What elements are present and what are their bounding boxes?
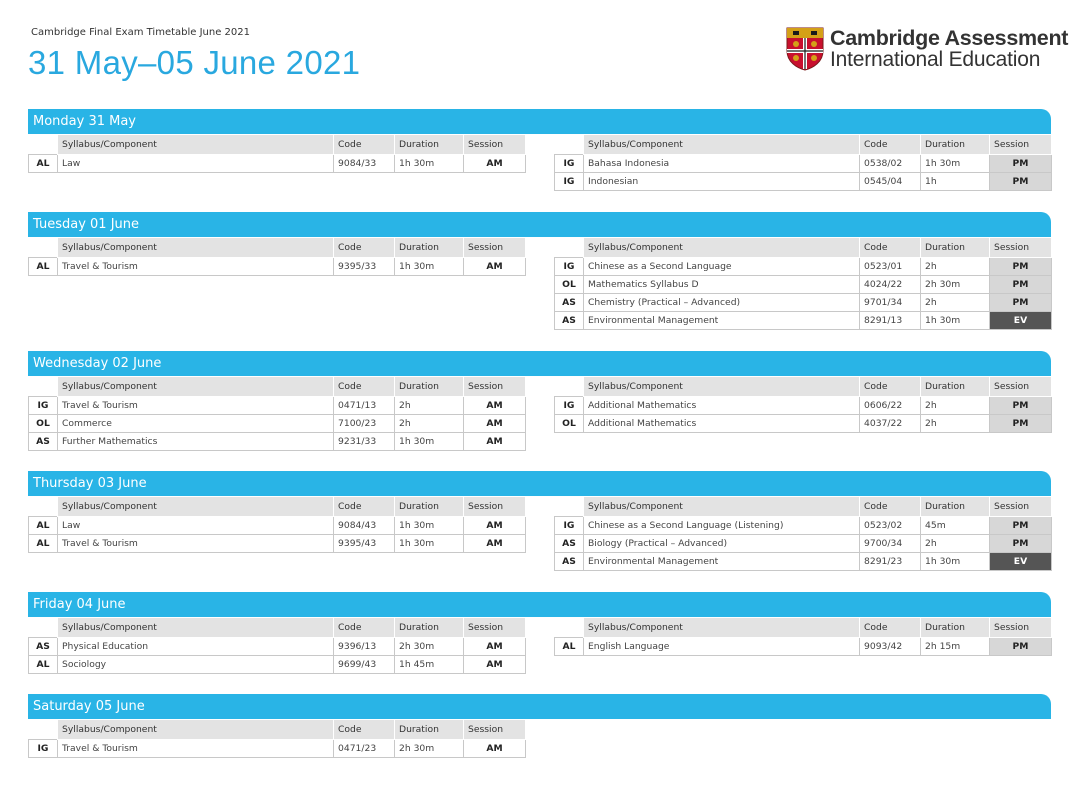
syllabus-cell: Travel & Tourism xyxy=(58,397,334,415)
duration-header: Duration xyxy=(921,135,990,155)
table-row xyxy=(555,258,1052,276)
table-row xyxy=(29,638,526,656)
session-cell: PM xyxy=(990,155,1052,173)
duration-cell: 2h xyxy=(921,535,990,553)
duration-cell: 2h xyxy=(921,258,990,276)
code-cell: 9084/43 xyxy=(334,517,395,535)
table-row xyxy=(555,415,1052,433)
table-row xyxy=(29,740,526,758)
left-exam-table xyxy=(28,617,526,674)
code-header: Code xyxy=(334,720,395,740)
session-header: Session xyxy=(464,618,526,638)
level-cell: AS xyxy=(29,638,58,656)
table-header-row xyxy=(29,720,526,740)
code-header: Code xyxy=(860,618,921,638)
session-header: Session xyxy=(464,238,526,258)
table-row xyxy=(555,173,1052,191)
level-header xyxy=(29,720,58,740)
table-header-row xyxy=(555,238,1052,258)
duration-header: Duration xyxy=(395,377,464,397)
session-cell: AM xyxy=(464,397,526,415)
table-header-row xyxy=(555,618,1052,638)
duration-cell: 2h 30m xyxy=(395,740,464,758)
code-cell: 9231/33 xyxy=(334,433,395,451)
day-section xyxy=(28,212,1051,326)
syllabus-header: Syllabus/Component xyxy=(58,377,334,397)
code-cell: 9084/33 xyxy=(334,155,395,173)
day-header: Saturday 05 June xyxy=(28,694,1051,719)
table-row xyxy=(29,415,526,433)
syllabus-cell: Mathematics Syllabus D xyxy=(584,276,860,294)
session-cell: PM xyxy=(990,276,1052,294)
table-header-row xyxy=(555,135,1052,155)
syllabus-header: Syllabus/Component xyxy=(584,377,860,397)
table-header-row xyxy=(29,618,526,638)
code-cell: 9395/43 xyxy=(334,535,395,553)
day-section xyxy=(28,109,1051,187)
duration-header: Duration xyxy=(921,618,990,638)
syllabus-cell: Chemistry (Practical – Advanced) xyxy=(584,294,860,312)
duration-header: Duration xyxy=(395,238,464,258)
level-cell: AS xyxy=(555,553,584,571)
session-header: Session xyxy=(464,497,526,517)
right-exam-table xyxy=(554,237,1052,330)
level-header xyxy=(555,618,584,638)
duration-header: Duration xyxy=(395,135,464,155)
syllabus-header: Syllabus/Component xyxy=(584,135,860,155)
level-cell: OL xyxy=(555,276,584,294)
duration-header: Duration xyxy=(395,497,464,517)
level-cell: AL xyxy=(29,656,58,674)
duration-header: Duration xyxy=(921,377,990,397)
level-cell: AL xyxy=(555,638,584,656)
code-header: Code xyxy=(860,135,921,155)
code-cell: 9395/33 xyxy=(334,258,395,276)
duration-header: Duration xyxy=(395,618,464,638)
syllabus-header: Syllabus/Component xyxy=(584,238,860,258)
code-header: Code xyxy=(334,135,395,155)
level-cell: IG xyxy=(29,397,58,415)
level-cell: AL xyxy=(29,258,58,276)
code-cell: 9700/34 xyxy=(860,535,921,553)
session-header: Session xyxy=(990,618,1052,638)
session-cell: EV xyxy=(990,312,1052,330)
table-row xyxy=(29,155,526,173)
syllabus-cell: Environmental Management xyxy=(584,553,860,571)
code-cell: 0523/01 xyxy=(860,258,921,276)
code-header: Code xyxy=(334,618,395,638)
duration-header: Duration xyxy=(395,720,464,740)
table-header-row xyxy=(29,135,526,155)
level-header xyxy=(555,238,584,258)
syllabus-header: Syllabus/Component xyxy=(58,618,334,638)
duration-cell: 1h 30m xyxy=(395,433,464,451)
level-cell: AS xyxy=(555,294,584,312)
level-header xyxy=(29,618,58,638)
code-cell: 9701/34 xyxy=(860,294,921,312)
code-header: Code xyxy=(860,377,921,397)
table-header-row xyxy=(29,497,526,517)
code-cell: 0606/22 xyxy=(860,397,921,415)
session-cell: PM xyxy=(990,517,1052,535)
document-subtitle: Cambridge Final Exam Timetable June 2021 xyxy=(31,27,251,38)
syllabus-cell: Law xyxy=(58,517,334,535)
level-header xyxy=(555,377,584,397)
right-exam-table xyxy=(554,496,1052,571)
duration-cell: 1h 30m xyxy=(395,535,464,553)
cambridge-shield-icon xyxy=(786,27,824,71)
code-cell: 0538/02 xyxy=(860,155,921,173)
session-cell: PM xyxy=(990,173,1052,191)
syllabus-header: Syllabus/Component xyxy=(584,618,860,638)
syllabus-cell: Indonesian xyxy=(584,173,860,191)
duration-cell: 2h xyxy=(921,294,990,312)
session-cell: AM xyxy=(464,155,526,173)
level-header xyxy=(29,377,58,397)
code-cell: 4037/22 xyxy=(860,415,921,433)
duration-cell: 1h 30m xyxy=(921,553,990,571)
duration-cell: 1h 45m xyxy=(395,656,464,674)
logo-line-2: International Education xyxy=(830,48,1041,71)
session-cell: AM xyxy=(464,638,526,656)
table-row xyxy=(555,553,1052,571)
duration-cell: 2h 30m xyxy=(395,638,464,656)
session-cell: AM xyxy=(464,415,526,433)
table-row xyxy=(555,517,1052,535)
level-header xyxy=(555,135,584,155)
duration-cell: 1h 30m xyxy=(395,258,464,276)
table-row xyxy=(555,155,1052,173)
table-row xyxy=(555,312,1052,330)
level-cell: IG xyxy=(555,397,584,415)
session-header: Session xyxy=(464,720,526,740)
syllabus-header: Syllabus/Component xyxy=(58,135,334,155)
syllabus-cell: Further Mathematics xyxy=(58,433,334,451)
level-cell: OL xyxy=(29,415,58,433)
code-cell: 0471/23 xyxy=(334,740,395,758)
syllabus-cell: Additional Mathematics xyxy=(584,397,860,415)
session-cell: AM xyxy=(464,656,526,674)
table-row xyxy=(555,638,1052,656)
level-cell: IG xyxy=(555,173,584,191)
duration-cell: 1h 30m xyxy=(921,312,990,330)
duration-cell: 1h 30m xyxy=(921,155,990,173)
table-row xyxy=(555,276,1052,294)
syllabus-header: Syllabus/Component xyxy=(584,497,860,517)
syllabus-cell: Travel & Tourism xyxy=(58,258,334,276)
day-section xyxy=(28,592,1051,670)
day-header: Monday 31 May xyxy=(28,109,1051,134)
duration-cell: 1h xyxy=(921,173,990,191)
syllabus-cell: Chinese as a Second Language xyxy=(584,258,860,276)
duration-cell: 2h xyxy=(395,397,464,415)
table-row xyxy=(29,656,526,674)
session-cell: PM xyxy=(990,415,1052,433)
day-header: Wednesday 02 June xyxy=(28,351,1051,376)
table-header-row xyxy=(555,377,1052,397)
session-cell: AM xyxy=(464,433,526,451)
code-cell: 9093/42 xyxy=(860,638,921,656)
code-cell: 0471/13 xyxy=(334,397,395,415)
session-cell: PM xyxy=(990,638,1052,656)
level-header xyxy=(555,497,584,517)
session-header: Session xyxy=(464,135,526,155)
table-row xyxy=(29,517,526,535)
table-row xyxy=(29,258,526,276)
session-header: Session xyxy=(990,238,1052,258)
session-header: Session xyxy=(990,135,1052,155)
session-cell: AM xyxy=(464,258,526,276)
day-section xyxy=(28,694,1051,754)
session-cell: AM xyxy=(464,535,526,553)
session-cell: PM xyxy=(990,258,1052,276)
table-header-row xyxy=(29,377,526,397)
syllabus-cell: Bahasa Indonesia xyxy=(584,155,860,173)
cambridge-logo xyxy=(786,27,1068,71)
duration-cell: 1h 30m xyxy=(395,517,464,535)
level-cell: AS xyxy=(555,312,584,330)
syllabus-cell: Biology (Practical – Advanced) xyxy=(584,535,860,553)
table-row xyxy=(555,294,1052,312)
syllabus-cell: Commerce xyxy=(58,415,334,433)
level-cell: IG xyxy=(29,740,58,758)
code-cell: 0545/04 xyxy=(860,173,921,191)
level-cell: AL xyxy=(29,535,58,553)
duration-header: Duration xyxy=(921,238,990,258)
session-cell: EV xyxy=(990,553,1052,571)
table-row xyxy=(29,397,526,415)
session-cell: PM xyxy=(990,397,1052,415)
day-header: Friday 04 June xyxy=(28,592,1051,617)
day-header: Thursday 03 June xyxy=(28,471,1051,496)
level-cell: OL xyxy=(555,415,584,433)
code-cell: 8291/13 xyxy=(860,312,921,330)
level-header xyxy=(29,497,58,517)
right-exam-table xyxy=(554,134,1052,191)
code-cell: 0523/02 xyxy=(860,517,921,535)
day-section xyxy=(28,351,1051,447)
syllabus-header: Syllabus/Component xyxy=(58,497,334,517)
session-cell: PM xyxy=(990,535,1052,553)
code-cell: 4024/22 xyxy=(860,276,921,294)
level-cell: IG xyxy=(555,155,584,173)
code-cell: 8291/23 xyxy=(860,553,921,571)
level-cell: AL xyxy=(29,517,58,535)
left-exam-table xyxy=(28,376,526,451)
day-header: Tuesday 01 June xyxy=(28,212,1051,237)
level-cell: IG xyxy=(555,258,584,276)
code-header: Code xyxy=(334,377,395,397)
table-row xyxy=(29,433,526,451)
level-header xyxy=(29,135,58,155)
left-exam-table xyxy=(28,237,526,276)
syllabus-cell: Travel & Tourism xyxy=(58,740,334,758)
duration-cell: 2h xyxy=(395,415,464,433)
syllabus-cell: Chinese as a Second Language (Listening) xyxy=(584,517,860,535)
code-header: Code xyxy=(860,497,921,517)
duration-header: Duration xyxy=(921,497,990,517)
session-cell: AM xyxy=(464,517,526,535)
page-title: 31 May–05 June 2021 xyxy=(28,44,361,81)
code-cell: 9699/43 xyxy=(334,656,395,674)
left-exam-table xyxy=(28,496,526,553)
duration-cell: 2h 15m xyxy=(921,638,990,656)
syllabus-header: Syllabus/Component xyxy=(58,238,334,258)
code-cell: 9396/13 xyxy=(334,638,395,656)
session-cell: PM xyxy=(990,294,1052,312)
right-exam-table xyxy=(554,617,1052,656)
session-header: Session xyxy=(990,377,1052,397)
syllabus-cell: Additional Mathematics xyxy=(584,415,860,433)
table-header-row xyxy=(29,238,526,258)
table-row xyxy=(555,535,1052,553)
syllabus-cell: English Language xyxy=(584,638,860,656)
level-cell: AL xyxy=(29,155,58,173)
code-header: Code xyxy=(334,238,395,258)
duration-cell: 2h xyxy=(921,415,990,433)
duration-cell: 1h 30m xyxy=(395,155,464,173)
syllabus-cell: Environmental Management xyxy=(584,312,860,330)
session-header: Session xyxy=(990,497,1052,517)
day-section xyxy=(28,471,1051,567)
level-header xyxy=(29,238,58,258)
code-header: Code xyxy=(860,238,921,258)
table-row xyxy=(29,535,526,553)
duration-cell: 2h xyxy=(921,397,990,415)
syllabus-cell: Physical Education xyxy=(58,638,334,656)
session-cell: AM xyxy=(464,740,526,758)
code-cell: 7100/23 xyxy=(334,415,395,433)
left-exam-table xyxy=(28,134,526,173)
level-cell: IG xyxy=(555,517,584,535)
table-row xyxy=(555,397,1052,415)
right-exam-table xyxy=(554,376,1052,433)
duration-cell: 2h 30m xyxy=(921,276,990,294)
logo-line-1: Cambridge Assessment xyxy=(830,26,1069,50)
duration-cell: 45m xyxy=(921,517,990,535)
syllabus-cell: Travel & Tourism xyxy=(58,535,334,553)
table-header-row xyxy=(555,497,1052,517)
code-header: Code xyxy=(334,497,395,517)
level-cell: AS xyxy=(29,433,58,451)
level-cell: AS xyxy=(555,535,584,553)
syllabus-header: Syllabus/Component xyxy=(58,720,334,740)
session-header: Session xyxy=(464,377,526,397)
syllabus-cell: Sociology xyxy=(58,656,334,674)
syllabus-cell: Law xyxy=(58,155,334,173)
left-exam-table xyxy=(28,719,526,758)
